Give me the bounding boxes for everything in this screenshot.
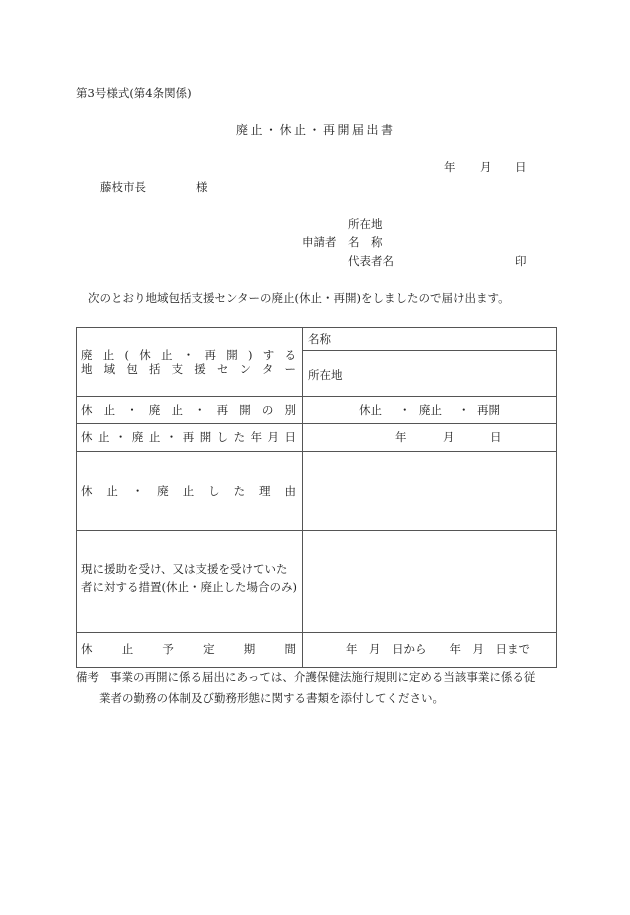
form-number: 第3号様式(第4条関係) (76, 86, 192, 100)
period-value[interactable]: 年 月 日から 年 月 日まで (346, 642, 530, 656)
measures-field[interactable] (303, 531, 556, 632)
center-name-label[interactable]: 名称 (308, 332, 331, 346)
type-option-suspend[interactable]: 休止 (359, 403, 382, 417)
center-label-line1: 廃止(休止・再開)する (81, 348, 296, 362)
remarks-line1: 事業の再開に係る届出にあっては、介護保健法施行規則に定める当該事業に係る従 (110, 670, 536, 684)
remarks-line2: 業者の勤務の体制及び勤務形態に関する書類を添付してください。 (99, 691, 444, 705)
event-date-day[interactable]: 日 (490, 430, 502, 444)
date-day: 日 (515, 160, 527, 174)
date-year: 年 (444, 160, 456, 174)
measures-label: 現に援助を受け、又は支援を受けていた者に対する措置(休止・廃止した場合のみ) (81, 562, 297, 594)
seal-mark: 印 (515, 254, 527, 268)
period-label: 休止予定期間 (81, 642, 296, 656)
addressee-honorific: 様 (196, 180, 208, 194)
event-date-month[interactable]: 月 (443, 430, 455, 444)
type-separator: ・ (399, 403, 411, 417)
applicant-name-label: 名 称 (348, 235, 383, 249)
date-label: 休止・廃止・再開した年月日 (81, 430, 296, 444)
reason-field[interactable] (303, 452, 556, 530)
event-date-year[interactable]: 年 (395, 430, 407, 444)
remarks-label: 備考 (76, 670, 99, 684)
type-separator: ・ (458, 403, 470, 417)
applicant-representative-label: 代表者名 (348, 254, 394, 268)
applicant-label: 申請者 (302, 235, 337, 249)
reason-label: 休止・廃止した理由 (81, 484, 296, 498)
applicant-address-label: 所在地 (348, 217, 383, 231)
center-address-label[interactable]: 所在地 (308, 368, 343, 382)
center-label-line2: 地域包括支援センター (81, 362, 296, 376)
date-month: 月 (480, 160, 492, 174)
document-title: 廃止・休止・再開届出書 (236, 123, 396, 137)
addressee-name: 藤枝市長 (100, 180, 146, 194)
type-option-resume[interactable]: 再開 (477, 403, 500, 417)
statement: 次のとおり地域包括支援センターの廃止(休止・再開)をしましたので届け出ます。 (88, 291, 510, 305)
type-label: 休止・廃止・再開の別 (81, 403, 296, 417)
type-option-abolish[interactable]: 廃止 (419, 403, 442, 417)
